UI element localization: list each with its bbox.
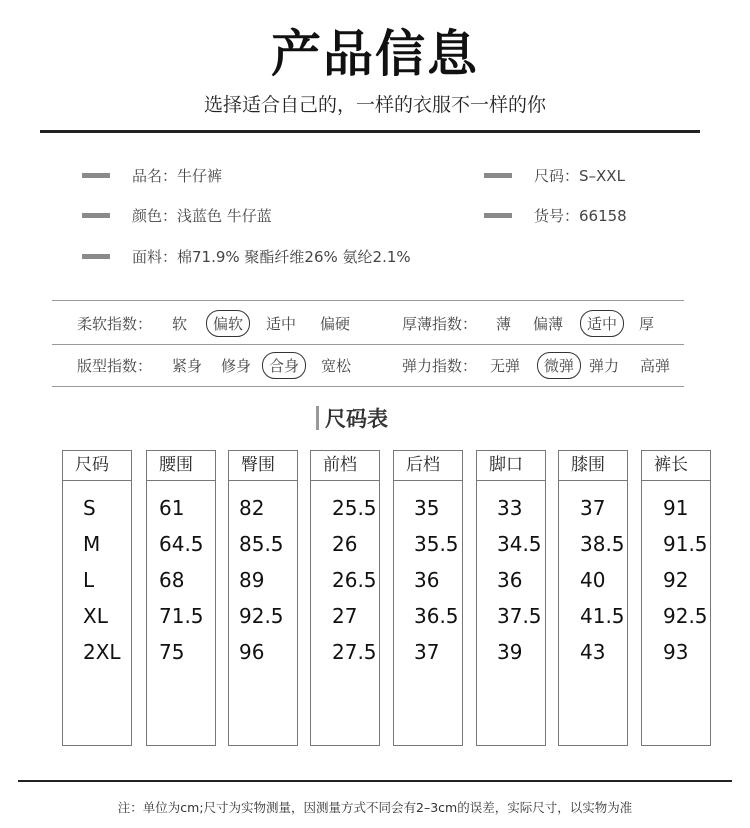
softness-label: 柔软指数： (77, 315, 153, 333)
size-cell: 27 (332, 604, 358, 628)
info-text: 面料：棉71.9% 聚酯纤维26% 氨纶2.1% (132, 247, 411, 266)
size-cell: 71.5 (159, 604, 204, 628)
size-cell: 91 (663, 496, 689, 520)
size-cell: 38.5 (580, 532, 625, 556)
size-cell: 64.5 (159, 532, 204, 556)
size-column (393, 450, 463, 746)
size-cell: 92.5 (239, 604, 284, 628)
size-cell: 61 (159, 496, 185, 520)
elasticity-option: 高弹 (640, 357, 671, 375)
info-item-color (82, 203, 272, 227)
size-cell: 96 (239, 640, 265, 664)
size-cell: 40 (580, 568, 606, 592)
size-column (641, 450, 711, 746)
size-cell: 27.5 (332, 640, 377, 664)
size-cell: 41.5 (580, 604, 625, 628)
size-cell: 37 (580, 496, 606, 520)
info-text: 货号：66158 (534, 206, 627, 225)
size-column (310, 450, 380, 746)
size-cell: 82 (239, 496, 265, 520)
size-column-header: 臀围 (229, 451, 297, 481)
size-cell: 2XL (83, 640, 121, 664)
size-cell: S (83, 496, 96, 520)
dash-icon (82, 254, 110, 259)
size-cell: 75 (159, 640, 185, 664)
elasticity-option-selected: 微弹 (537, 352, 581, 379)
size-column-header: 前档 (311, 451, 379, 481)
size-column-header: 脚口 (477, 451, 545, 481)
size-column-header: 尺码 (63, 451, 131, 481)
size-cell: 37 (414, 640, 440, 664)
dash-icon (484, 173, 512, 178)
size-cell: L (83, 568, 95, 592)
softness-option-selected: 偏软 (206, 310, 250, 337)
page-subtitle: 选择适合自己的，一样的衣服不一样的你 (203, 94, 546, 116)
size-cell: 89 (239, 568, 265, 592)
size-cell: 43 (580, 640, 606, 664)
thickness-label: 厚薄指数： (402, 315, 478, 333)
page-title: 产品信息 (271, 25, 479, 83)
size-column (146, 450, 216, 746)
size-cell: 92 (663, 568, 689, 592)
size-table-heading (316, 404, 388, 432)
softness-option: 适中 (266, 315, 297, 333)
index-divider (52, 386, 684, 387)
size-cell: 92.5 (663, 604, 708, 628)
size-cell: 36.5 (414, 604, 459, 628)
softness-option: 偏硬 (320, 315, 351, 333)
size-cell: 33 (497, 496, 523, 520)
size-column-header: 腰围 (147, 451, 215, 481)
index-divider (52, 344, 684, 345)
size-cell: 26 (332, 532, 358, 556)
size-column-header: 后档 (394, 451, 462, 481)
size-cell: 34.5 (497, 532, 542, 556)
size-column (62, 450, 132, 746)
info-item-name (82, 163, 222, 187)
info-item-sku (484, 203, 627, 227)
footnote: 注：单位为cm;尺寸为实物测量，因测量方式不同会有2–3cm的误差，实际尺寸，以实物为准 (117, 800, 633, 815)
index-row-2 (0, 352, 750, 378)
size-column-header: 裤长 (642, 451, 710, 481)
size-cell: 39 (497, 640, 523, 664)
info-item-size (484, 163, 625, 187)
size-cell: 35.5 (414, 532, 459, 556)
thickness-option-selected: 适中 (580, 310, 624, 337)
size-cell: 26.5 (332, 568, 377, 592)
size-cell: 36 (497, 568, 523, 592)
dash-icon (82, 173, 110, 178)
heading-bar-icon (316, 406, 319, 430)
info-item-fabric (82, 244, 411, 268)
size-cell: 36 (414, 568, 440, 592)
size-cell: M (83, 532, 101, 556)
size-cell: XL (83, 604, 108, 628)
size-cell: 35 (414, 496, 440, 520)
softness-option: 软 (172, 315, 188, 333)
elasticity-option: 无弹 (490, 357, 521, 375)
info-text: 尺码：S–XXL (534, 166, 625, 185)
fit-option: 宽松 (321, 357, 352, 375)
size-column (558, 450, 628, 746)
fit-label: 版型指数： (77, 357, 153, 375)
size-column-header: 膝围 (559, 451, 627, 481)
size-column (476, 450, 546, 746)
fit-option: 修身 (221, 357, 252, 375)
dash-icon (82, 213, 110, 218)
bottom-divider (18, 780, 732, 782)
elasticity-option: 弹力 (589, 357, 620, 375)
info-text: 颜色：浅蓝色 牛仔蓝 (132, 206, 272, 225)
size-cell: 91.5 (663, 532, 708, 556)
size-cell: 85.5 (239, 532, 284, 556)
size-cell: 93 (663, 640, 689, 664)
info-text: 品名：牛仔裤 (132, 166, 223, 185)
thickness-option: 偏薄 (533, 315, 564, 333)
size-cell: 25.5 (332, 496, 377, 520)
elasticity-label: 弹力指数： (402, 357, 478, 375)
index-divider (52, 300, 684, 301)
size-cell: 37.5 (497, 604, 542, 628)
dash-icon (484, 213, 512, 218)
top-divider (40, 130, 700, 133)
fit-option: 紧身 (172, 357, 203, 375)
thickness-option: 薄 (496, 315, 512, 333)
size-table-title: 尺码表 (325, 407, 388, 431)
size-column (228, 450, 298, 746)
fit-option-selected: 合身 (262, 352, 306, 379)
thickness-option: 厚 (639, 315, 655, 333)
index-row-1 (0, 310, 750, 336)
size-cell: 68 (159, 568, 185, 592)
